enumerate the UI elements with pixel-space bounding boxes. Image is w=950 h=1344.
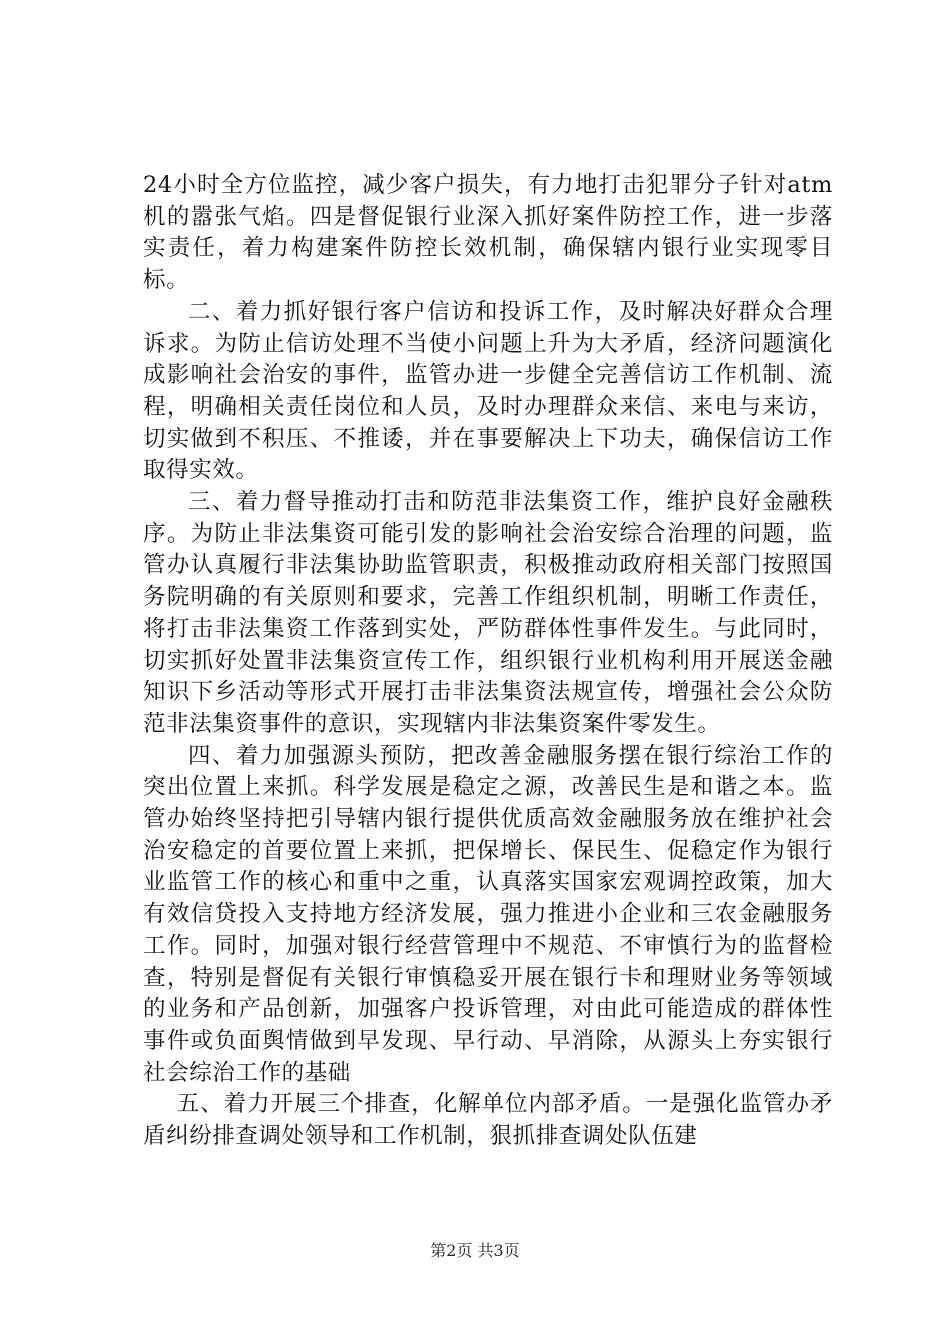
document-body [143,170,833,1153]
paragraph-continuation: 24小时全方位监控，减少客户损失，有力地打击犯罪分子针对atm机的嚣张气焰。四是督促银行业深入抓好案件防控工作，进一步落实责任，着力构建案件防控长效机制，确保辖内银行业实现零目标。 [143,172,833,294]
paragraph-section-3: 三、着力督导推动打击和防范非法集资工作，维护良好金融秩序。为防止非法集资可能引发的影响社会治安综合治理的问题，监管办认真履行非法集协助监管职责，积极推动政府相关部门按照国务院明确的有关原则和要求，完善工作组织机制，明晰工作责任，将打击非法集资工作落到实处，严防群体性事件发生。与此同时，切实抓好处置非法集资宣传工作，组织银行业机构利用开展送金融知识下乡活动等形式开展打击非法集资法规宣传，增强社会公众防范非法集资事件的意识，实现辖内非法集资案件零发生。 [143,489,833,737]
page-number-footer: 第2页 共3页 [430,1241,520,1260]
paragraph-section-2: 二、着力抓好银行客户信访和投诉工作，及时解决好群众合理诉求。为防止信访处理不当使小问题上升为大矛盾，经济问题演化成影响社会治安的事件，监管办进一步健全完善信访工作机制、流程，明确相关责任岗位和人员，及时办理群众来信、来电与来访，切实做到不积压、不推诿，并在事要解决上下功夫，确保信访工作取得实效。 [143,298,833,484]
paragraph-section-5: 五、着力开展三个排查，化解单位内部矛盾。一是强化监管办矛盾纠纷排查调处领导和工作机制，狠抓排查调处队伍建 [143,1091,833,1150]
paragraph-section-4: 四、着力加强源头预防，把改善金融服务摆在银行综治工作的突出位置上来抓。科学发展是稳定之源，改善民生是和谐之本。监管办始终坚持把引导辖内银行提供优质高效金融服务放在维护社会治安稳定的首要位置上来抓，把保增长、保民生、促稳定作为银行业监管工作的核心和重中之重，认真落实国家宏观调控政策，加大有效信贷投入支持地方经济发展，强力推进小企业和三农金融服务工作。同时，加强对银行经营管理中不规范、不审慎行为的监督检查，特别是督促有关银行审慎稳妥开展在银行卡和理财业务等领域的业务和产品创新，加强客户投诉管理，对由此可能造成的群体性事件或负面舆情做到早发现、早行动、早消除，从源头上夯实银行社会综治工作的基础 [143,742,833,1086]
